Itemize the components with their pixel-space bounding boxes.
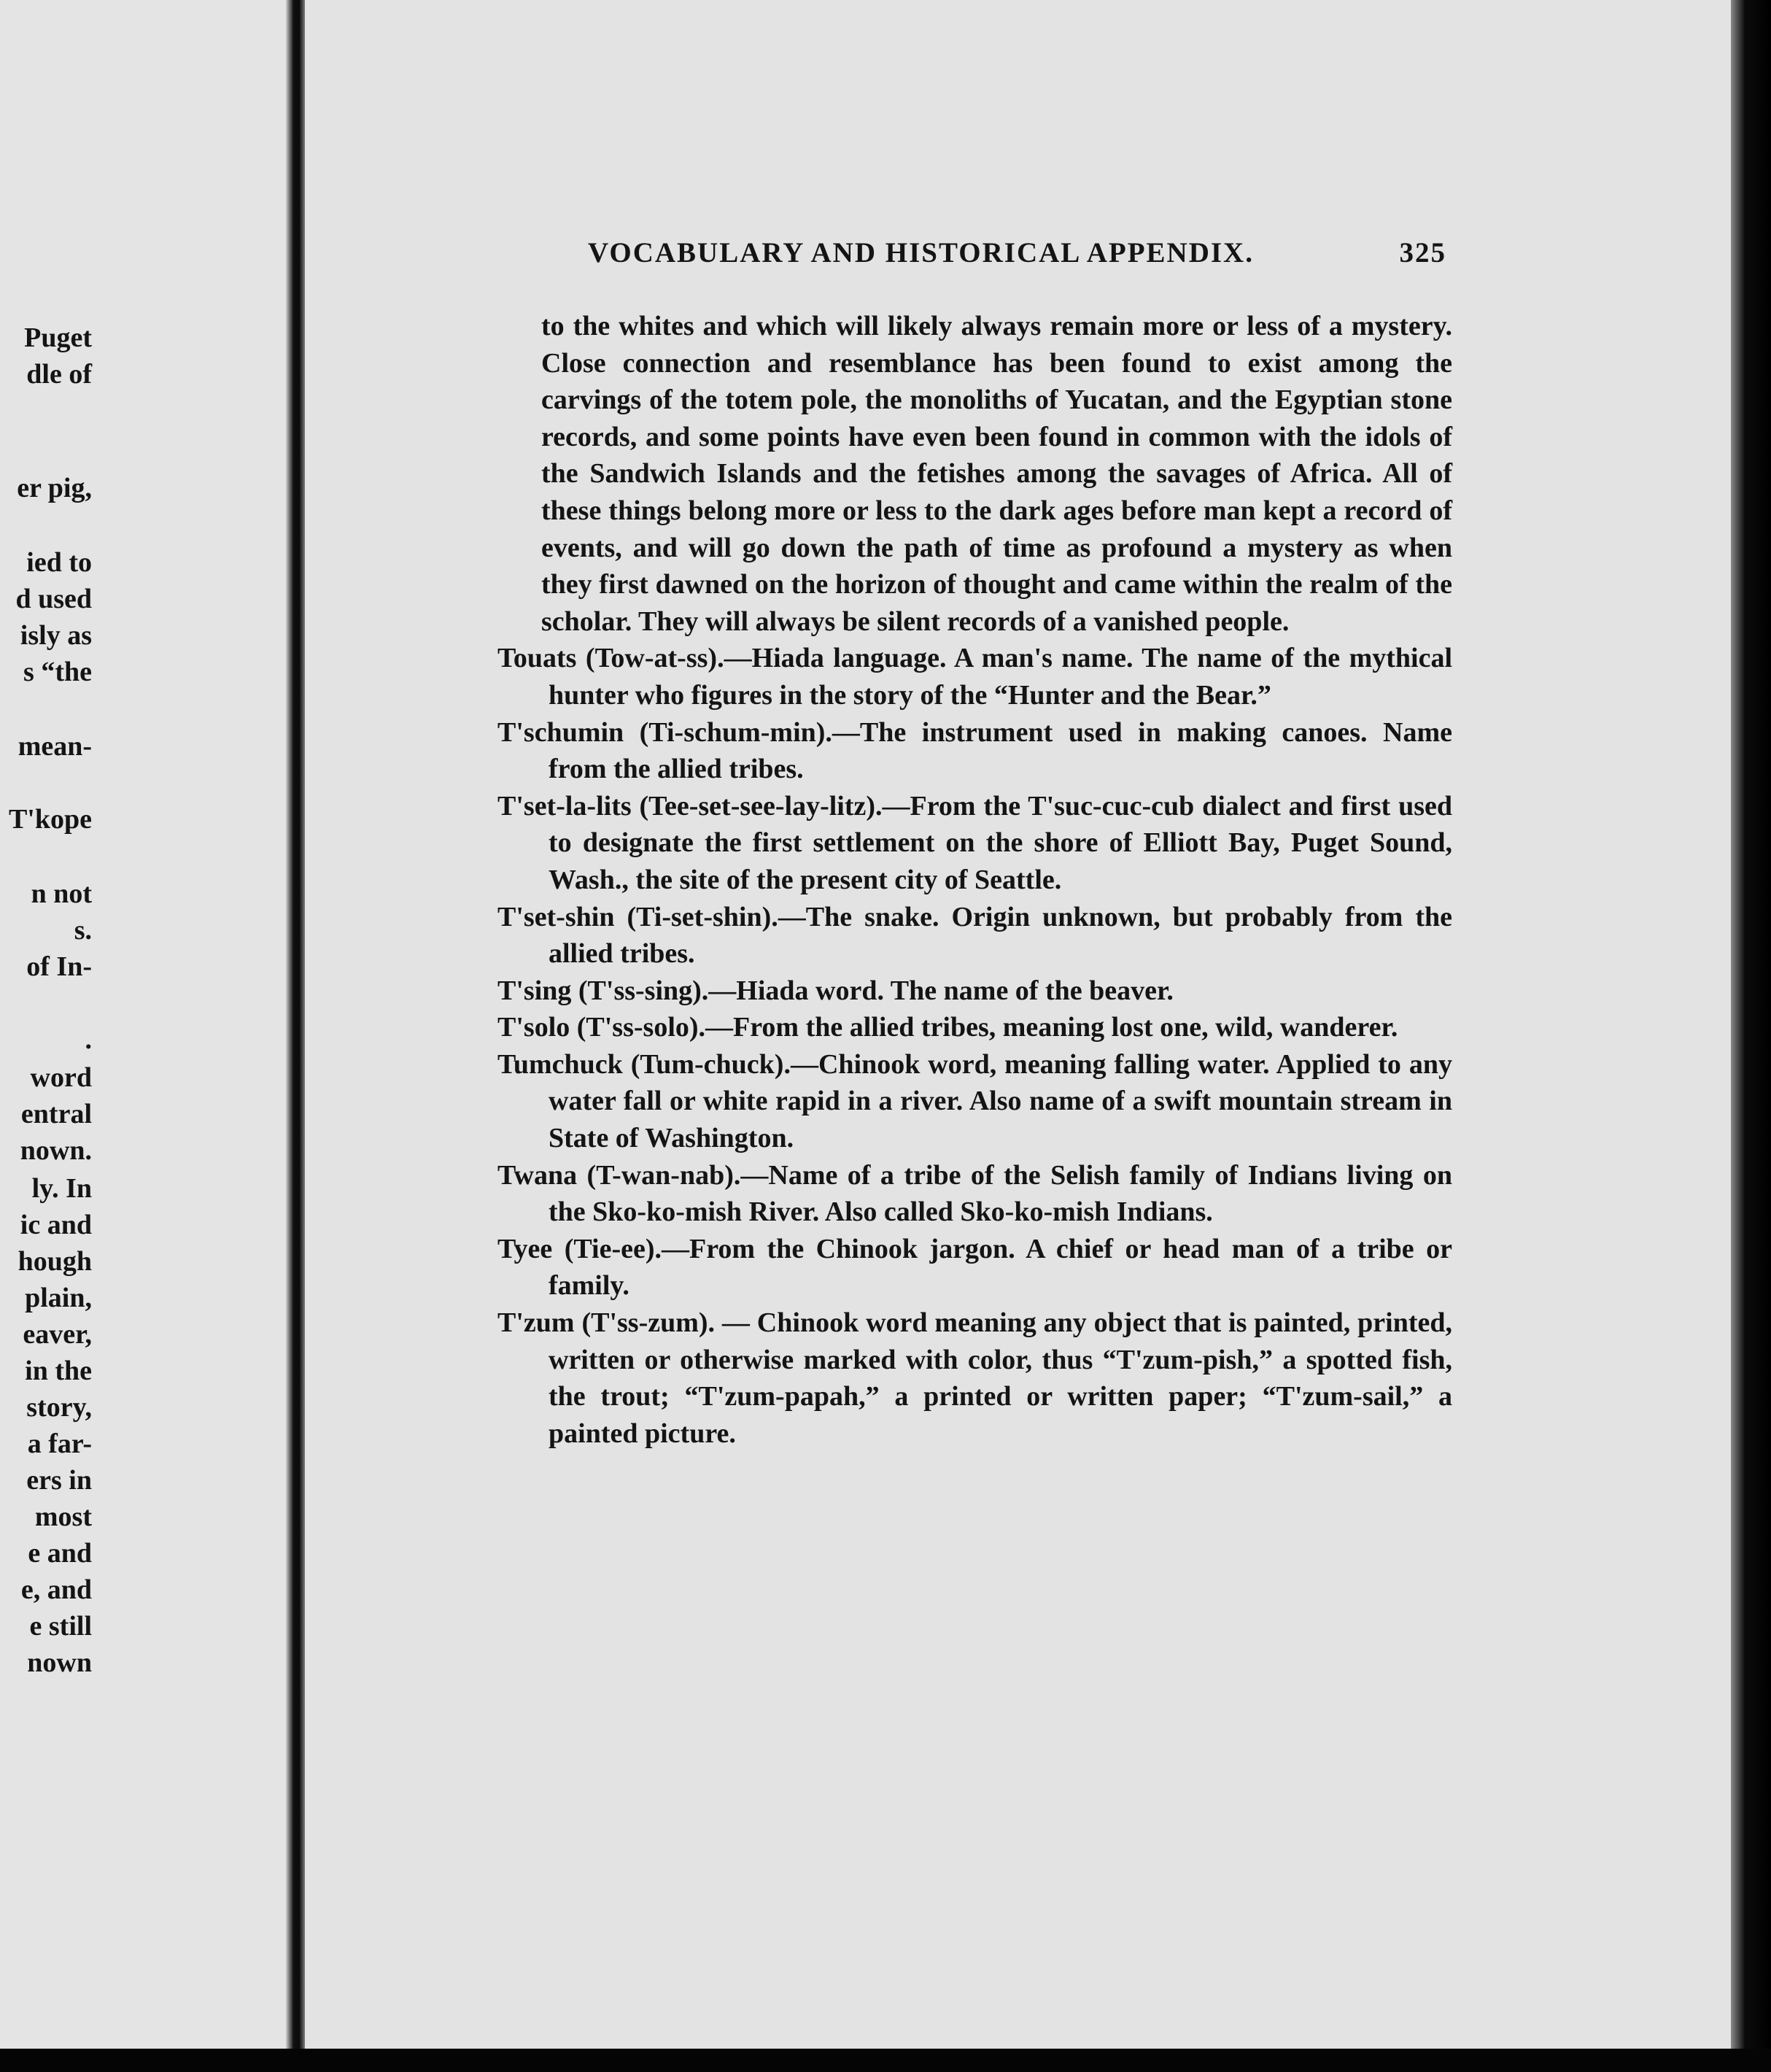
vocab-entry-twana: Twana (T-wan-nab).—Name of a tribe of the Selish family of Indians living on the Sko-ko-mish River. Also called Sko-ko-mish Indians.: [497, 1159, 1452, 1228]
left-page-line: hough: [18, 1246, 92, 1277]
left-page-line: ic and: [20, 1210, 92, 1240]
left-page-line: entral: [20, 1099, 92, 1129]
vocab-entry-tyee: Tyee (Tie-ee).—From the Chinook jargon. A chief or head man of a tribe or family.: [497, 1233, 1452, 1302]
left-page-line: isly as: [20, 620, 92, 651]
vocab-entry-tsing: T'sing (T'ss-sing).—Hiada word. The name of the beaver.: [497, 975, 1174, 1006]
left-page-line: a far-: [27, 1429, 92, 1459]
left-page-line: .: [85, 1024, 92, 1055]
left-page-line: er pig,: [17, 473, 92, 503]
left-page-line: dle of: [26, 359, 92, 390]
page-body: [493, 308, 1452, 1452]
left-page-line: of In-: [26, 951, 92, 982]
vocab-entry-touats: Touats (Tow-at-ss).—Hiada language. A man's name. The name of the mythical hunter who figures in the story of the “Hunter and the Bear.”: [497, 643, 1452, 711]
left-page-line: e, and: [20, 1574, 92, 1605]
vocab-entry-tset-shin: T'set-shin (Ti-set-shin).—The snake. Origin unknown, but probably from the allied tribes.: [497, 901, 1452, 970]
left-page-line: Puget: [24, 322, 92, 353]
left-page-line: n not: [31, 878, 92, 909]
scan-bottom-border: [0, 2049, 1771, 2072]
left-page-line: ers in: [26, 1465, 92, 1496]
left-page-line: mean-: [18, 731, 92, 762]
left-page: [0, 0, 292, 2049]
vocab-entry-tschumin: T'schumin (Ti-schum-min).—The instrument used in making canoes. Name from the allied tribes.: [497, 716, 1452, 785]
left-page-line: s “the: [23, 657, 92, 687]
running-head-title: VOCABULARY AND HISTORICAL APPENDIX.: [588, 237, 1254, 268]
vocab-entry-tumchuck: Tumchuck (Tum-chuck).—Chinook word, meaning falling water. Applied to any water fall or white rapid in a river. Also name of a swift mountain stream in State of Washington.: [497, 1048, 1452, 1154]
left-page-line: e and: [28, 1538, 92, 1569]
left-page-line: in the: [25, 1356, 92, 1386]
left-page-line: ly. In: [31, 1173, 92, 1204]
vocab-entry-tset-la-lits: T'set-la-lits (Tee-set-see-lay-litz).—From the T'suc-cuc-cub dialect and first used to designate the first settlement on the shore of Elliott Bay, Puget Sound, Wash., the site of the present city of Seattle.: [497, 790, 1452, 895]
continuation-paragraph: to the whites and which will likely always remain more or less of a mystery. Close connection and resemblance has been found to exist among the carvings of the totem pole, the monoliths of Yucatan, and the Egyptian stone records, and some points have even been found in common with the idols of the Sandwich Islands and the fetishes among the savages of Africa. All of these things belong more or less to the dark ages before man kept a record of events, and will go down the path of time as profound a mystery as when they first dawned on the horizon of thought and came within the realm of the scholar. They will always be silent records of a vanished people.: [541, 311, 1452, 637]
left-page-line: d used: [15, 584, 92, 614]
page-edge-shadow: [1731, 0, 1771, 2049]
book-gutter: [286, 0, 305, 2049]
left-page-line: nown.: [20, 1135, 92, 1166]
vocab-entry-tsolo: T'solo (T'ss-solo).—From the allied tribes, meaning lost one, wild, wanderer.: [497, 1012, 1398, 1043]
vocab-entry-tzum: T'zum (T'ss-zum). — Chinook word meaning any object that is painted, printed, written or otherwise marked with color, thus “T'zum-pish,” a spotted fish, the trout; “T'zum-papah,” a printed or written paper; “T'zum-sail,” a painted picture.: [497, 1307, 1452, 1449]
left-page-line: T'kope: [8, 804, 92, 835]
left-page-line: ied to: [26, 547, 92, 578]
left-page-line: plain,: [25, 1283, 92, 1313]
left-page-line: most: [34, 1501, 92, 1532]
left-page-line: s.: [74, 915, 92, 946]
left-page-line: e still: [29, 1611, 92, 1642]
page-number: 325: [1399, 237, 1446, 268]
left-page-line: nown: [27, 1647, 92, 1678]
left-page-line: eaver,: [23, 1319, 92, 1350]
left-page-line: word: [30, 1062, 92, 1093]
left-page-line: story,: [26, 1392, 92, 1423]
